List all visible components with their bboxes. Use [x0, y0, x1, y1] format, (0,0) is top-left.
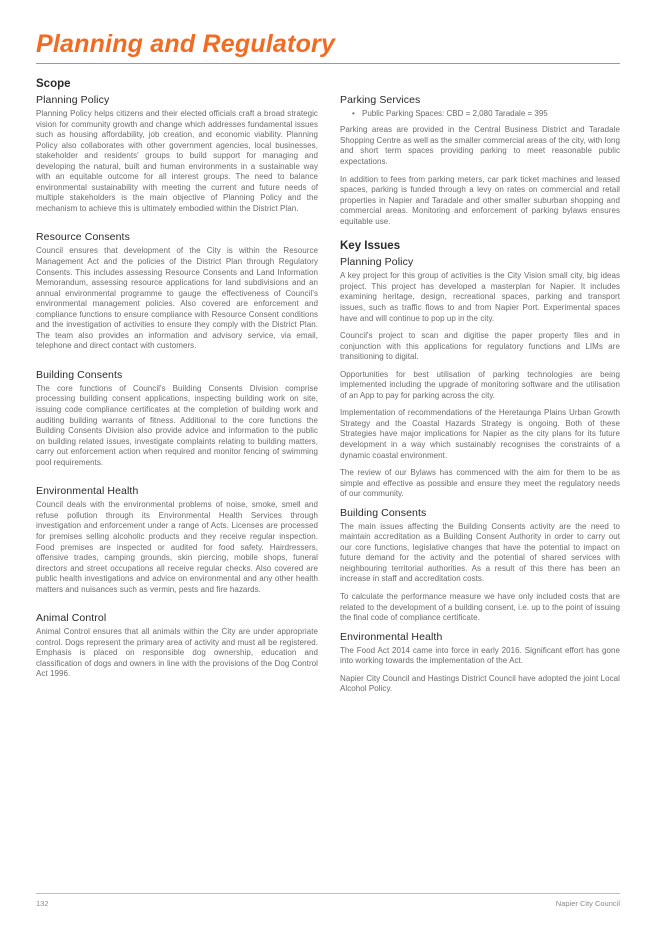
key-issues-heading: Key Issues [340, 240, 401, 253]
parking-spaces-bullet: • Public Parking Spaces: CBD = 2,080 Taradale = 395 [352, 109, 620, 119]
right-column [340, 78, 620, 702]
footer-divider [36, 893, 620, 894]
environmental-health-heading: Environmental Health [36, 485, 139, 498]
key-planning-policy-text-4: Implementation of recommendations of the Heretaunga Plains Urban Growth Strategy and the Coastal Hazards Strategy is ongoing. Both of these Strategies have major implications for Napier as the city plans for its future development in a way which sustainably recognises the constraints of a dynamic coastal environment. [340, 408, 620, 460]
parking-bullets [340, 109, 620, 119]
page-number: 132 [36, 899, 49, 908]
parking-services-text-2: In addition to fees from parking meters, car park ticket machines and leased spaces, parking is funded through a levy on rates on commercial and retail properties in Napier and Taradale and other smaller suburban shopping and commercial areas. Monitoring and enforcement of parking bylaws ensures equitable use. [340, 174, 620, 226]
animal-control-heading: Animal Control [36, 612, 107, 625]
resource-consents-text: Council ensures that development of the City is within the Resource Management Act and the policies of the District Plan through Regulatory Consents. This includes assessing Resource Consents and Land Information Memorandum, assessing resource applications for land subdivisions and an annual environmental programme to gauge the effectiveness of Council's environmental management policies. Also covered are enforcement and compliance functions to ensure compliance with Resource Consent conditions and the investigation of activities to ensure they comply with the District Plan. The team also provides an information and advisory service, via email, telephone and direct contact with customers. [36, 246, 318, 351]
key-planning-policy-text-1: A key project for this group of activities is the City Vision small city, big ideas project. This project has developed a masterplan for Napier. It includes examining heritage, design, recreational spaces, parking and transport issues, such as traffic flows to and from Napier Port. Experimental spaces have and will continue to pop up in the city. [340, 271, 620, 323]
animal-control-text: Animal Control ensures that all animals within the City are under appropriate control. Dogs represent the primary area of activity and must all be registered. Emphasis is placed on responsible dog ownership, education and classification of dogs and owners in line with the provisions of the Dog Control Act 1996. [36, 627, 318, 679]
key-planning-policy-text-3: Opportunities for best utilisation of parking technologies are being implemented including the upgrade of monitoring software and the utilisation of an App to pay for parking across the city. [340, 369, 620, 400]
parking-services-text-1: Parking areas are provided in the Central Business District and Taradale Shopping Centre as well as the smaller commercial areas of the city, with long and short term spaces providing parking to meet reasonable public expectations. [340, 125, 620, 167]
left-column [36, 78, 318, 687]
parking-services-heading: Parking Services [340, 94, 421, 106]
resource-consents-heading: Resource Consents [36, 231, 130, 244]
key-environmental-health-text-1: The Food Act 2014 came into force in early 2016. Significant effort has gone into working towards the implementation of the Act. [340, 645, 620, 666]
page-title: Planning and Regulatory [36, 30, 336, 58]
environmental-health-text: Council deals with the environmental problems of noise, smoke, smell and refuse pollution through its Environmental Health Services through investigation and enforcement under a range of Acts. Licenses are processed for premises selling alcoholic products and they receive regular inspection. Food premises are inspected or audited for food safety. Hairdressers, offensive trades, camping grounds, skin piercing, mobile shops, funeral directors and street occupations all receive regular checks. Also covered are public health investigations and advice on environmental and any other health matters and nuisances such as vermin, pests and fire hazards. [36, 500, 318, 594]
key-planning-policy-heading: Planning Policy [340, 256, 414, 269]
key-environmental-health-text-2: Napier City Council and Hastings District Council have adopted the joint Local Alcohol Policy. [340, 673, 620, 694]
key-building-consents-text-2: To calculate the performance measure we have only included costs that are related to the development of a building consent, i.e. up to the point of issuing the final code of compliance certificate. [340, 591, 620, 623]
key-building-consents-heading: Building Consents [340, 506, 427, 519]
scope-heading: Scope [36, 78, 71, 90]
planning-policy-text: Planning Policy helps citizens and their elected officials craft a broad strategic vision for community growth and change which addresses fundamental issues such as housing affordability, job creation, and economic viability. Planning Policy also collaborates with other government agencies, local businesses, stakeholder and residents' groups to build support for managing and developing the natural, built and human environments in a sustainable way with an equitable outcome for all interest groups. The need to balance environmental sustainability with meeting the current and future needs of multiple stakeholders is the main objective of Planning Policy and the mechanism to achieve this is ultimately embodied within the District Plan. [36, 109, 318, 213]
key-planning-policy-text-5: The review of our Bylaws has commenced with the aim for them to be as simple and effective as possible and ensure they meet the regulatory needs of our community. [340, 468, 620, 499]
title-divider [36, 63, 620, 64]
planning-policy-heading: Planning Policy [36, 94, 110, 106]
footer-organization: Napier City Council [555, 899, 620, 908]
key-building-consents-text-1: The main issues affecting the Building Consents activity are the need to maintain accreditation as a Building Consent Authority in order to carry out our core functions, legislative changes that have the potential to impact on future demand for the activity and the potential of shared services with neighbouring territorial authorities. As a result of this there has been an increase in staff and accreditation costs. [340, 521, 620, 584]
building-consents-text: The core functions of Council's Building Consents Division comprise processing building consent applications, inspecting building work on site, issuing code compliance certificates at the completion of building work and auditing building warrants of fitness. Additional to the core functions the Building Consents Division also provide advice and information to the public on building related issues, investigate complaints relating to building matters, carry out enforcement action when required and monitor fencing of swimming pool requirements. [36, 383, 318, 467]
building-consents-heading: Building Consents [36, 368, 123, 381]
key-planning-policy-text-2: Council's project to scan and digitise the paper property files and in conjunction with this applications for regulatory functions and LIMs are transitioning to digital. [340, 331, 620, 362]
key-environmental-health-heading: Environmental Health [340, 630, 443, 643]
